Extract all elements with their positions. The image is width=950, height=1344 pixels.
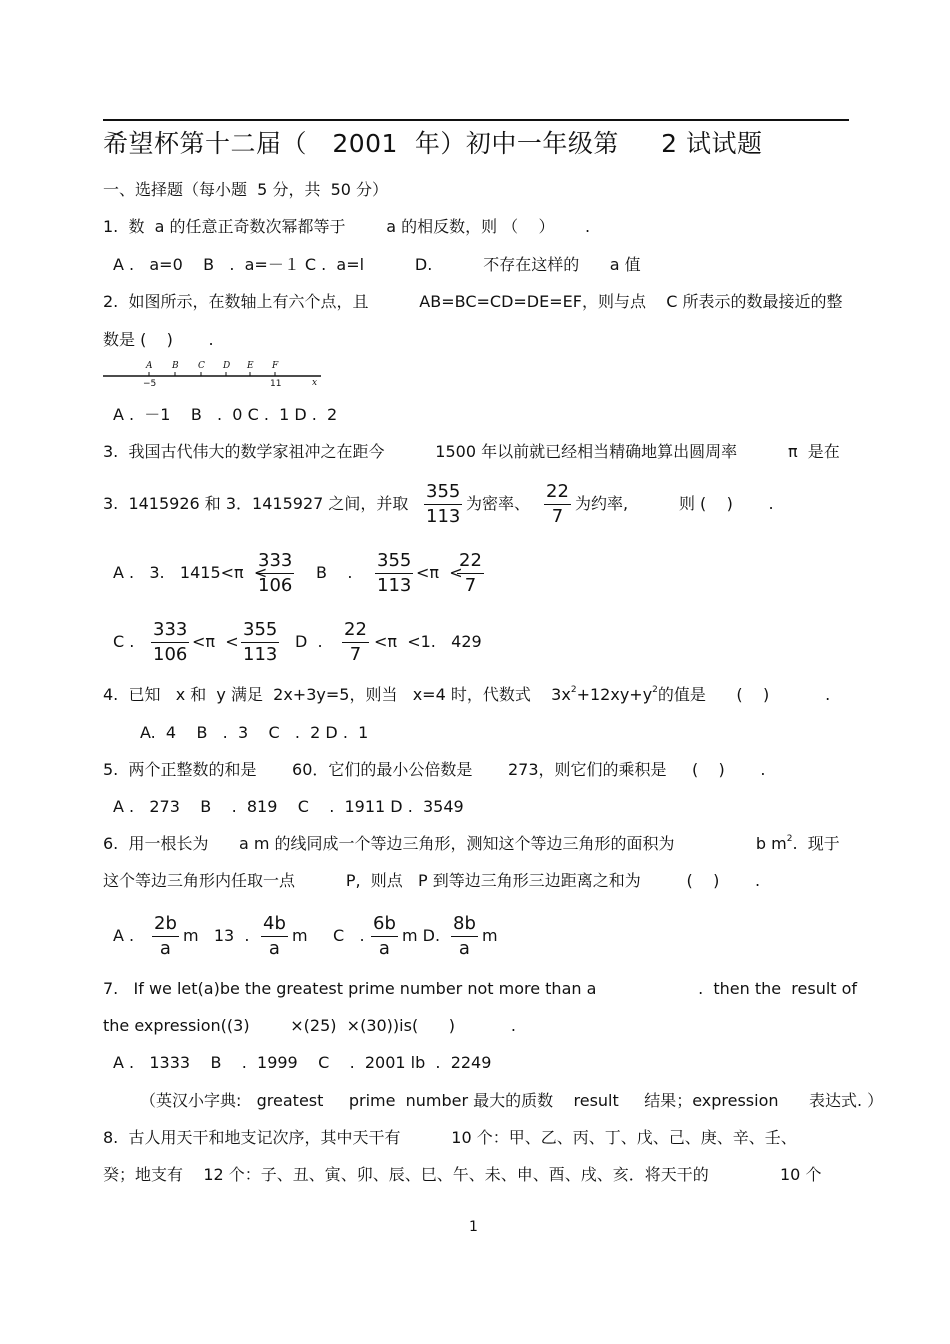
tick-label-11: 11 xyxy=(270,379,282,389)
q6-option-d-fraction xyxy=(451,912,478,961)
point-label-c: C xyxy=(198,361,205,371)
fraction-denominator: a xyxy=(159,938,171,959)
fraction-numerator: 22 xyxy=(342,618,369,643)
q3-stem-line1: 3. 我国古代伟大的数学家祖冲之在距今 1500 年以前就已经相当精确地算出圆周率 π 是在 xyxy=(103,442,840,461)
q3-option-c-fraction2 xyxy=(241,618,279,667)
q3-option-b-label: B . xyxy=(316,563,353,582)
number-line-figure xyxy=(103,358,333,390)
q4-options: A. 4 B . 3 C . 2 D . 1 xyxy=(140,723,369,742)
tick-label-minus5: −5 xyxy=(143,379,157,389)
fraction-denominator: 113 xyxy=(243,644,278,665)
q5-options: A . 273 B . 819 C . 1911 D . 3549 xyxy=(113,797,464,816)
fraction-denominator: 7 xyxy=(349,644,362,665)
fraction-numerator: 4b xyxy=(261,912,288,937)
q6-stem-line1 xyxy=(103,834,840,854)
q3-option-a-label: A . 3. 1415<π < xyxy=(113,563,268,582)
fraction-numerator: 22 xyxy=(457,549,484,574)
q6-stem-line2: 这个等边三角形内任取一点 P, 则点 P 到等边三角形三边距离之和为 ( ) . xyxy=(103,871,761,890)
fraction-denominator: a xyxy=(268,938,280,959)
q8-stem-line2: 癸；地支有 12 个：子、丑、寅、卯、辰、巳、午、未、申、酉、戌、亥．将天干的 10 个 xyxy=(103,1165,822,1184)
q7-stem-line1: 7. If we let(a)be the greatest prime number not more than a . then the result of xyxy=(103,979,858,998)
q8-stem-line1: 8. 古人用天干和地支记次序，其中天干有 10 个：甲、乙、丙、丁、戊、己、庚、辛、壬、 xyxy=(103,1128,797,1147)
q3-option-b-mid: <π < xyxy=(416,563,463,582)
axis-label-x: x xyxy=(312,378,318,388)
q4-stem-b: +12xy+y xyxy=(576,685,653,704)
q6-option-c-tail: m D. xyxy=(402,926,441,945)
q7-options: A . 1333 B . 1999 C . 2001 lb . 2249 xyxy=(113,1053,492,1072)
q2-stem-line1: 2. 如图所示，在数轴上有六个点，且 AB=BC=CD=DE=EF，则与点 C 所表示的数最接近的整 xyxy=(103,292,843,311)
q6-option-b-tail: m C . xyxy=(292,926,365,945)
q1-options: A . a=0 B . a=－１ C . a=l D. 不存在这样的 a 值 xyxy=(113,255,641,274)
point-label-d: D xyxy=(223,361,231,371)
q6-option-c-fraction xyxy=(371,912,398,961)
point-label-b: B xyxy=(172,361,179,371)
title-rule xyxy=(103,119,849,121)
q6-option-a-label: A . xyxy=(113,926,135,945)
fraction-numerator: 333 xyxy=(151,618,189,643)
q1-stem: 1. 数 a 的任意正奇数次幂都等于 a 的相反数，则 （ ） . xyxy=(103,217,591,236)
fraction-numerator: 355 xyxy=(424,480,462,505)
fraction-denominator: 113 xyxy=(377,575,412,596)
q3-option-a-fraction xyxy=(256,549,294,598)
q3-option-b-fraction2 xyxy=(457,549,484,598)
fraction-denominator: 106 xyxy=(153,644,188,665)
fraction-numerator: 333 xyxy=(256,549,294,574)
point-label-a: A xyxy=(146,361,153,371)
q3-stem-line2-a: 3. 1415926 和 3．1415927 之间，并取 xyxy=(103,494,409,513)
q4-stem-c: 的值是 ( ) . xyxy=(657,685,831,704)
fraction-denominator: 113 xyxy=(426,506,461,527)
q6-option-b-fraction xyxy=(261,912,288,961)
q2-stem-line2: 数是 ( ) . xyxy=(103,330,214,349)
q6-option-a-fraction xyxy=(152,912,179,961)
superscript: 2 xyxy=(786,834,793,844)
q3-fraction-355-113 xyxy=(424,480,462,529)
q6-option-a-tail: m 13 . xyxy=(183,926,250,945)
q3-option-d-tail: <π <1. 429 xyxy=(374,632,482,651)
q3-option-d-label: D . xyxy=(295,632,323,651)
q2-options: A . －1 B . 0 C . 1 D . 2 xyxy=(113,405,338,424)
q3-stem-line2-c: 为约率, 则 ( ) . xyxy=(575,494,774,513)
q3-option-c-mid: <π < xyxy=(192,632,239,651)
q6-stem-a: 6. 用一根长为 a m 的线同成一个等边三角形，测知这个等边三角形的面积为 b m xyxy=(103,834,787,853)
point-label-e: E xyxy=(247,361,254,371)
q4-stem-a: 4. 已知 x 和 y 满足 2x+3y=5，则当 x=4 时，代数式 3x xyxy=(103,685,571,704)
q6-stem-b: . 现于 xyxy=(792,834,840,853)
q7-glossary: （英汉小字典: greatest prime number 最大的质数 result 结果；expression 表达式. ） xyxy=(140,1091,884,1110)
q3-option-d-fraction xyxy=(342,618,369,667)
q3-stem-line2-b: 为密率、 xyxy=(466,494,531,513)
fraction-denominator: 106 xyxy=(258,575,293,596)
page-number: 1 xyxy=(469,1219,478,1235)
superscript: 2 xyxy=(652,685,658,695)
section-heading: 一、选择题（每小题 5 分，共 50 分） xyxy=(103,180,389,199)
q4-stem xyxy=(103,685,830,705)
fraction-numerator: 8b xyxy=(451,912,478,937)
fraction-denominator: a xyxy=(458,938,470,959)
q3-option-c-label: C . xyxy=(113,632,135,651)
fraction-denominator: a xyxy=(378,938,390,959)
q6-option-d-tail: m xyxy=(482,926,498,945)
fraction-numerator: 355 xyxy=(375,549,413,574)
fraction-denominator: 7 xyxy=(464,575,477,596)
q7-stem-line2: the expression((3) ×(25) ×(30))is( ) . xyxy=(103,1016,516,1035)
fraction-numerator: 6b xyxy=(371,912,398,937)
q3-option-c-fraction1 xyxy=(151,618,189,667)
fraction-numerator: 22 xyxy=(544,480,571,505)
superscript: 2 xyxy=(570,685,577,695)
q3-fraction-22-7 xyxy=(544,480,571,529)
q3-option-b-fraction1 xyxy=(375,549,413,598)
page-title: 希望杯第十二届（ 2001 年）初中一年级第 2 试试题 xyxy=(103,129,763,158)
fraction-numerator: 355 xyxy=(241,618,279,643)
q5-stem: 5. 两个正整数的和是 60．它们的最小公倍数是 273，则它们的乘积是 ( ) . xyxy=(103,760,766,779)
fraction-numerator: 2b xyxy=(152,912,179,937)
fraction-denominator: 7 xyxy=(551,506,564,527)
point-label-f: F xyxy=(272,361,279,371)
